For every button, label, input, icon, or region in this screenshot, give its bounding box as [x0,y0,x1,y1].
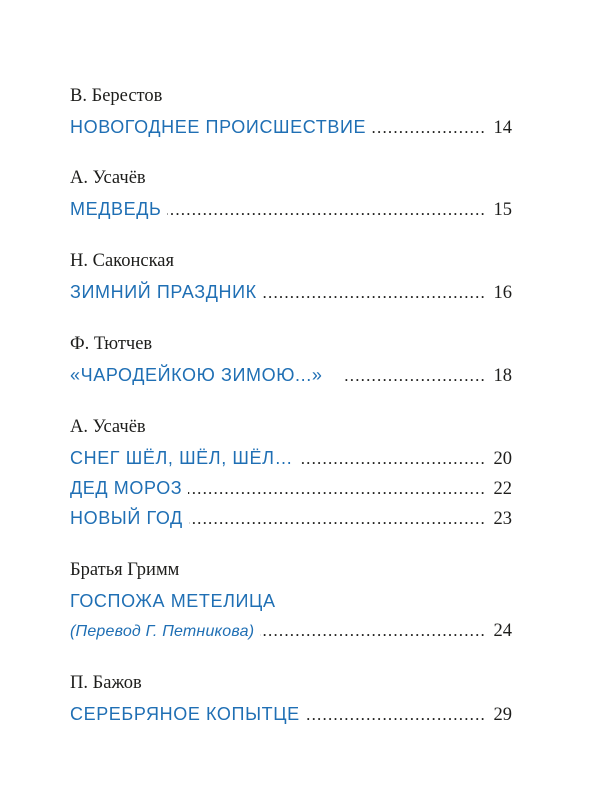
toc-page-number: 20 [493,449,512,469]
toc-line[interactable] [70,280,512,304]
toc-title[interactable]: ЗИМНИЙ ПРАЗДНИК [70,282,257,302]
toc-entry [70,417,512,530]
dot-leader [188,477,486,501]
toc-author: Н. Саконская [70,251,174,271]
toc-title[interactable]: СНЕГ ШЁЛ, ШЁЛ, ШЁЛ… [70,448,294,468]
dot-leader [263,281,486,305]
toc-line[interactable] [70,702,512,726]
toc-title[interactable]: «ЧАРОДЕЙКОЮ ЗИМОЮ...» [70,365,323,385]
toc-title[interactable]: НОВОГОДНЕЕ ПРОИСШЕСТВИЕ [70,117,367,137]
toc-line[interactable] [70,476,512,500]
toc-page-number: 15 [493,200,512,220]
toc-author: А. Усачёв [70,417,146,437]
toc-title[interactable]: ГОСПОЖА МЕТЕЛИЦА [70,591,276,611]
toc-line[interactable] [70,197,512,221]
toc-page-number: 29 [493,705,512,725]
toc-page-number: 16 [493,283,512,303]
toc-entry [70,560,512,643]
dot-leader [306,703,486,727]
toc-entry [70,251,512,304]
dot-leader [372,116,486,140]
dot-leader [342,364,486,388]
toc-entry [70,86,512,139]
toc-entry [70,673,512,726]
toc-page-number: 14 [493,118,512,138]
dot-leader [260,619,486,643]
dot-leader [299,447,486,471]
toc-title[interactable]: ДЕД МОРОЗ [70,478,183,498]
toc-author: П. Бажов [70,673,142,693]
dot-leader [189,507,486,531]
toc-page-number: 22 [493,479,512,499]
toc-author: В. Берестов [70,86,163,106]
toc-title[interactable]: МЕДВЕДЬ [70,199,162,219]
table-of-contents [70,86,512,756]
toc-page-number: 18 [493,366,512,386]
toc-line[interactable] [70,115,512,139]
toc-author: Ф. Тютчев [70,334,153,354]
toc-line[interactable] [70,363,512,387]
toc-author: Братья Гримм [70,560,180,580]
toc-author: А. Усачёв [70,168,146,188]
toc-line[interactable] [70,589,512,613]
toc-line[interactable] [70,619,512,643]
toc-line[interactable] [70,506,512,530]
toc-entry [70,334,512,387]
toc-line[interactable] [70,446,512,470]
toc-title[interactable]: СЕРЕБРЯНОЕ КОПЫТЦЕ [70,704,300,724]
toc-page-number: 23 [493,509,512,529]
toc-entry [70,168,512,221]
toc-title[interactable]: НОВЫЙ ГОД [70,508,183,528]
toc-translator[interactable]: (Перевод Г. Петникова) [70,623,255,640]
toc-page-number: 24 [493,621,512,641]
dot-leader [167,198,486,222]
